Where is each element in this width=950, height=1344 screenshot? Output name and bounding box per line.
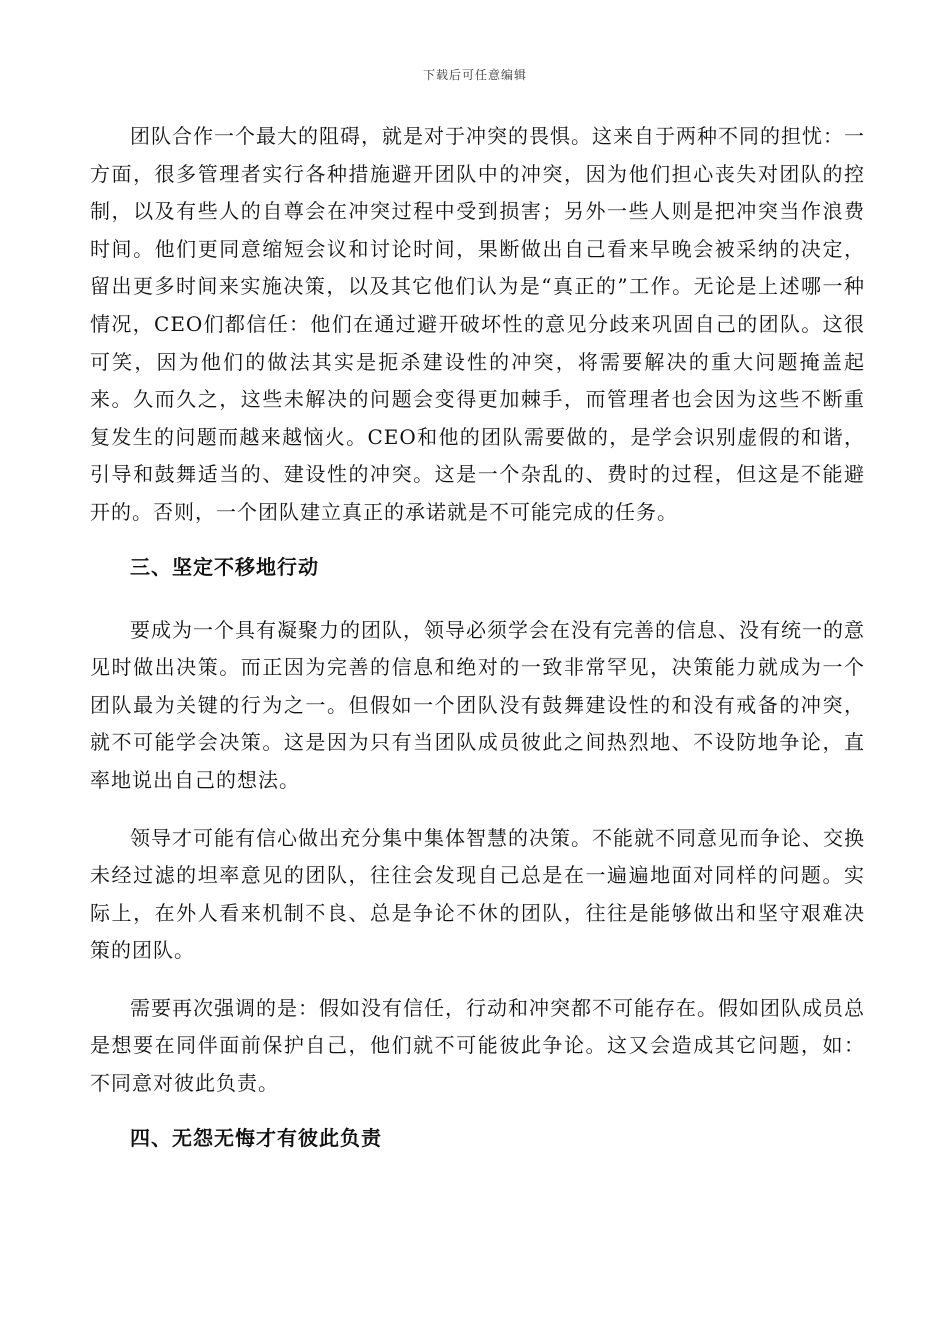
section-heading-3: 三、坚定不移地行动 bbox=[130, 554, 319, 579]
paragraph-decision-making: 要成为一个具有凝聚力的团队，领导必须学会在没有完善的信息、没有统一的意见时做出决策。而正因为完善的信息和绝对的一致非常罕见，决策能力就成为一个团队最为关键的行为之一。但假如一个团队没有鼓舞建设性的和没有戒备的冲突，就不可能学会决策。这是因为只有当团队成员彼此之间热烈地、不设防地争论，直率地说出自己的想法。 bbox=[90, 617, 865, 792]
section-heading-4: 四、无怨无悔才有彼此负责 bbox=[130, 1125, 382, 1150]
paragraph-trust-emphasis: 需要再次强调的是：假如没有信任，行动和冲突都不可能存在。假如团队成员总是想要在同伴面前保护自己，他们就不可能彼此争论。这又会造成其它问题，如：不同意对彼此负责。 bbox=[90, 995, 865, 1096]
paragraph-conflict-fear: 团队合作一个最大的阻碍，就是对于冲突的畏惧。这来自于两种不同的担忧：一方面，很多管理者实行各种措施避开团队中的冲突，因为他们担心丧失对团队的控制，以及有些人的自尊会在冲突过程中受到损害；另外一些人则是把冲突当作浪费时间。他们更同意缩短会议和讨论时间，果断做出自己看来早晚会被采纳的决定，留出更多时间来实施决策，以及其它他们认为是“真正的”工作。无论是上述哪一种情况，CEO们都信任：他们在通过避开破坏性的意见分歧来巩固自己的团队。这很可笑，因为他们的做法其实是扼杀建设性的冲突，将需要解决的重大问题掩盖起来。久而久之，这些未解决的问题会变得更加棘手，而管理者也会因为这些不断重复发生的问题而越来越恼火。CEO和他的团队需要做的，是学会识别虚假的和谐，引导和鼓舞适当的、建设性的冲突。这是一个杂乱的、费时的过程，但这是不能避开的。否则，一个团队建立真正的承诺就是不可能完成的任务。 bbox=[90, 124, 865, 524]
document-body bbox=[90, 118, 865, 1183]
paragraph-leader-confidence: 领导才可能有信心做出充分集中集体智慧的决策。不能就不同意见而争论、交换未经过滤的坦率意见的团队，往往会发现自己总是在一遍遍地面对同样的问题。实际上，在外人看来机制不良、总是争论不休的团队，往往是能够做出和坚守艰难决策的团队。 bbox=[90, 825, 865, 963]
header-note: 下载后可任意编辑 bbox=[422, 68, 527, 82]
